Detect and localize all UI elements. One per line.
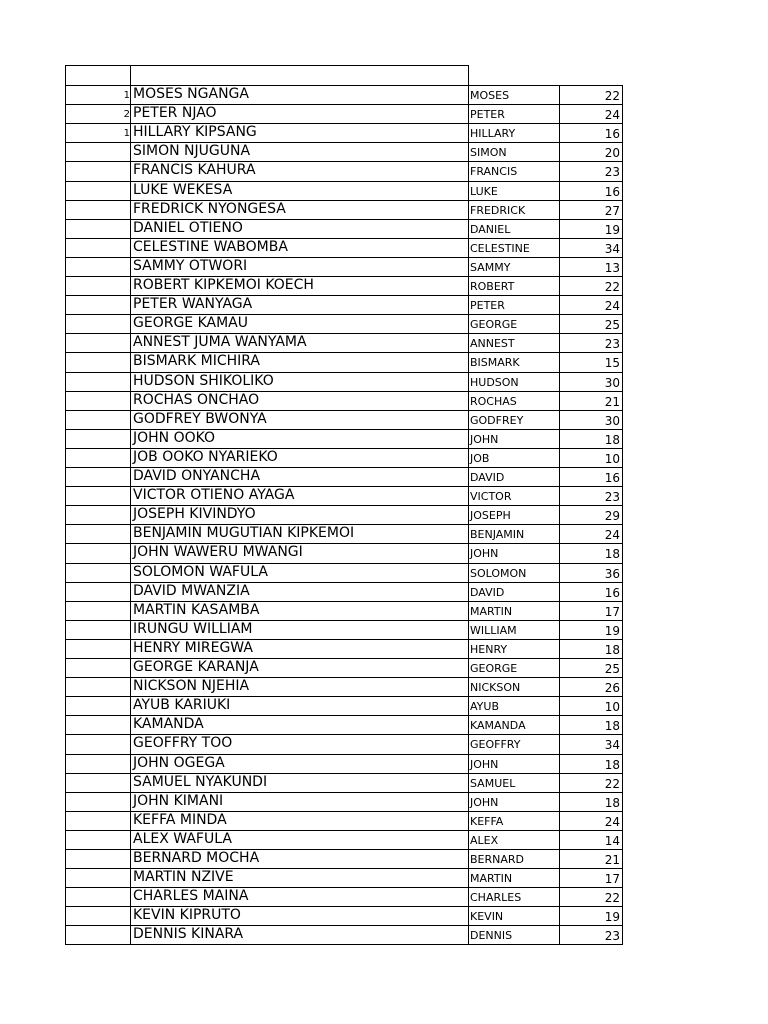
value-cell[interactable]: 23 <box>559 486 623 506</box>
first-name-cell[interactable]: JOB <box>468 448 560 468</box>
table-row <box>65 601 623 621</box>
first-name-cell[interactable]: KAMANDA <box>468 715 560 735</box>
row-number-cell[interactable] <box>65 219 131 239</box>
table-row <box>65 467 623 487</box>
row-number-cell[interactable] <box>65 352 131 372</box>
first-name-cell[interactable]: HILLARY <box>468 123 560 143</box>
row-number-cell[interactable]: 1 <box>65 85 131 105</box>
full-name-cell[interactable]: JOHN KIMANI <box>130 792 469 812</box>
first-name-cell[interactable]: FRANCIS <box>468 161 560 181</box>
row-number-cell[interactable] <box>65 773 131 793</box>
full-name-cell[interactable]: GEORGE KAMAU <box>130 314 469 334</box>
table-row <box>65 85 623 105</box>
row-number-cell[interactable] <box>65 734 131 754</box>
full-name-cell[interactable]: GEOFFRY TOO <box>130 734 469 754</box>
table-row <box>65 505 623 525</box>
row-number-cell[interactable] <box>65 887 131 907</box>
full-name-cell[interactable]: BERNARD MOCHA <box>130 849 469 869</box>
table-row <box>65 314 623 334</box>
value-cell[interactable]: 18 <box>559 543 623 563</box>
row-number-cell[interactable] <box>65 524 131 544</box>
first-name-cell[interactable]: SOLOMON <box>468 563 560 583</box>
first-name-cell[interactable]: SAMUEL <box>468 773 560 793</box>
full-name-cell[interactable]: LUKE WEKESA <box>130 181 469 201</box>
full-name-cell[interactable]: BENJAMIN MUGUTIAN KIPKEMOI <box>130 524 469 544</box>
table-row <box>65 200 623 220</box>
first-name-cell[interactable]: ANNEST <box>468 333 560 353</box>
full-name-cell[interactable]: NICKSON NJEHIA <box>130 677 469 697</box>
value-cell[interactable]: 23 <box>559 333 623 353</box>
full-name-cell[interactable]: SIMON NJUGUNA <box>130 142 469 162</box>
row-number-cell[interactable] <box>65 181 131 201</box>
table-row <box>65 333 623 353</box>
value-cell[interactable]: 23 <box>559 161 623 181</box>
value-cell[interactable]: 10 <box>559 448 623 468</box>
first-name-cell[interactable]: GODFREY <box>468 410 560 430</box>
value-cell[interactable]: 36 <box>559 563 623 583</box>
row-number-cell[interactable] <box>65 906 131 926</box>
full-name-cell[interactable]: DAVID MWANZIA <box>130 582 469 602</box>
table-row <box>65 677 623 697</box>
row-number-cell[interactable] <box>65 295 131 315</box>
value-cell[interactable]: 18 <box>559 429 623 449</box>
first-name-cell[interactable]: VICTOR <box>468 486 560 506</box>
row-number-cell[interactable] <box>65 658 131 678</box>
first-name-cell[interactable]: HENRY <box>468 639 560 659</box>
first-name-cell[interactable]: GEORGE <box>468 314 560 334</box>
row-number-cell[interactable] <box>65 677 131 697</box>
row-number-cell[interactable] <box>65 754 131 774</box>
first-name-cell[interactable]: JOHN <box>468 543 560 563</box>
full-name-cell[interactable]: JOB OOKO NYARIEKO <box>130 448 469 468</box>
row-number-cell[interactable] <box>65 142 131 162</box>
table-row <box>65 524 623 544</box>
full-name-cell[interactable]: GODFREY BWONYA <box>130 410 469 430</box>
row-number-cell[interactable] <box>65 467 131 487</box>
first-name-cell[interactable]: MARTIN <box>468 868 560 888</box>
table-row <box>65 123 623 143</box>
value-cell[interactable]: 21 <box>559 391 623 411</box>
full-name-cell[interactable]: MARTIN KASAMBA <box>130 601 469 621</box>
full-name-cell[interactable]: BISMARK MICHIRA <box>130 352 469 372</box>
first-name-cell[interactable]: JOHN <box>468 754 560 774</box>
table-row <box>65 391 623 411</box>
value-cell[interactable]: 34 <box>559 734 623 754</box>
value-cell[interactable]: 13 <box>559 257 623 277</box>
table-row <box>65 543 623 563</box>
row-number-cell[interactable] <box>65 639 131 659</box>
table-row <box>65 658 623 678</box>
first-name-cell[interactable]: BENJAMIN <box>468 524 560 544</box>
full-name-cell[interactable]: JOSEPH KIVINDYO <box>130 505 469 525</box>
first-name-cell[interactable]: DAVID <box>468 582 560 602</box>
row-number-cell[interactable] <box>65 563 131 583</box>
first-name-cell[interactable]: DANIEL <box>468 219 560 239</box>
table-row <box>65 906 623 926</box>
full-name-cell[interactable]: DANIEL OTIENO <box>130 219 469 239</box>
table-row <box>65 868 623 888</box>
full-name-cell[interactable]: SOLOMON WAFULA <box>130 563 469 583</box>
full-name-cell[interactable]: JOHN WAWERU MWANGI <box>130 543 469 563</box>
first-name-cell[interactable]: DENNIS <box>468 925 560 945</box>
value-cell[interactable]: 18 <box>559 715 623 735</box>
value-cell[interactable]: 16 <box>559 181 623 201</box>
value-cell[interactable]: 17 <box>559 601 623 621</box>
full-name-cell[interactable]: ROBERT KIPKEMOI KOECH <box>130 276 469 296</box>
row-number-cell[interactable] <box>65 200 131 220</box>
value-cell[interactable]: 29 <box>559 505 623 525</box>
full-name-cell[interactable]: MARTIN NZIVE <box>130 868 469 888</box>
first-name-cell[interactable]: JOHN <box>468 429 560 449</box>
first-name-cell[interactable]: CHARLES <box>468 887 560 907</box>
value-cell[interactable]: 25 <box>559 314 623 334</box>
value-cell[interactable]: 19 <box>559 620 623 640</box>
table-row <box>65 372 623 392</box>
full-name-cell[interactable]: JOHN OOKO <box>130 429 469 449</box>
first-name-cell[interactable]: HUDSON <box>468 372 560 392</box>
full-name-cell[interactable]: CELESTINE WABOMBA <box>130 238 469 258</box>
table-row <box>65 811 623 831</box>
row-number-cell[interactable] <box>65 486 131 506</box>
first-name-cell[interactable]: GEOFFRY <box>468 734 560 754</box>
full-name-cell[interactable]: CHARLES MAINA <box>130 887 469 907</box>
first-name-cell[interactable]: KEFFA <box>468 811 560 831</box>
value-cell[interactable]: 21 <box>559 849 623 869</box>
row-number-cell[interactable] <box>65 238 131 258</box>
table-row <box>65 142 623 162</box>
full-name-cell[interactable]: KAMANDA <box>130 715 469 735</box>
full-name-cell[interactable]: PETER NJAO <box>130 104 469 124</box>
row-number-cell[interactable]: 1 <box>65 123 131 143</box>
row-number-cell[interactable] <box>65 372 131 392</box>
table-row <box>65 352 623 372</box>
row-number-cell[interactable] <box>65 276 131 296</box>
full-name-cell[interactable]: SAMMY OTWORI <box>130 257 469 277</box>
value-cell[interactable]: 24 <box>559 811 623 831</box>
value-cell[interactable]: 24 <box>559 295 623 315</box>
full-name-cell[interactable]: DAVID ONYANCHA <box>130 467 469 487</box>
row-number-cell[interactable] <box>65 811 131 831</box>
first-name-cell[interactable]: ROBERT <box>468 276 560 296</box>
value-cell[interactable]: 23 <box>559 925 623 945</box>
full-name-cell[interactable]: FRANCIS KAHURA <box>130 161 469 181</box>
table-row <box>65 830 623 850</box>
table-row <box>65 219 623 239</box>
row-number-cell[interactable] <box>65 849 131 869</box>
full-name-cell[interactable]: HENRY MIREGWA <box>130 639 469 659</box>
table-row <box>65 696 623 716</box>
row-number-cell[interactable] <box>65 410 131 430</box>
first-name-cell[interactable]: FREDRICK <box>468 200 560 220</box>
value-cell[interactable]: 22 <box>559 276 623 296</box>
value-cell[interactable]: 24 <box>559 524 623 544</box>
table-row <box>65 639 623 659</box>
table-row <box>65 486 623 506</box>
first-name-cell[interactable]: KEVIN <box>468 906 560 926</box>
table-row <box>65 792 623 812</box>
row-number-cell[interactable] <box>65 601 131 621</box>
first-name-cell[interactable]: WILLIAM <box>468 620 560 640</box>
table-row <box>65 410 623 430</box>
table-row <box>65 734 623 754</box>
full-name-cell[interactable]: ALEX WAFULA <box>130 830 469 850</box>
header-cell-number[interactable] <box>65 65 131 85</box>
first-name-cell[interactable]: BISMARK <box>468 352 560 372</box>
first-name-cell[interactable]: JOSEPH <box>468 505 560 525</box>
value-cell[interactable]: 18 <box>559 639 623 659</box>
value-cell[interactable]: 14 <box>559 830 623 850</box>
value-cell[interactable]: 19 <box>559 906 623 926</box>
value-cell[interactable]: 20 <box>559 142 623 162</box>
value-cell[interactable]: 24 <box>559 104 623 124</box>
value-cell[interactable]: 16 <box>559 582 623 602</box>
row-number-cell[interactable]: 2 <box>65 104 131 124</box>
first-name-cell[interactable]: CELESTINE <box>468 238 560 258</box>
table-row <box>65 238 623 258</box>
first-name-cell[interactable]: AYUB <box>468 696 560 716</box>
row-number-cell[interactable] <box>65 314 131 334</box>
first-name-cell[interactable]: LUKE <box>468 181 560 201</box>
row-number-cell[interactable] <box>65 868 131 888</box>
full-name-cell[interactable]: KEFFA MINDA <box>130 811 469 831</box>
row-number-cell[interactable] <box>65 257 131 277</box>
value-cell[interactable]: 17 <box>559 868 623 888</box>
first-name-cell[interactable]: SIMON <box>468 142 560 162</box>
value-cell[interactable]: 22 <box>559 85 623 105</box>
full-name-cell[interactable]: ANNEST JUMA WANYAMA <box>130 333 469 353</box>
value-cell[interactable]: 19 <box>559 219 623 239</box>
table-row <box>65 754 623 774</box>
full-name-cell[interactable]: FREDRICK NYONGESA <box>130 200 469 220</box>
value-cell[interactable]: 34 <box>559 238 623 258</box>
first-name-cell[interactable]: ALEX <box>468 830 560 850</box>
value-cell[interactable]: 27 <box>559 200 623 220</box>
row-number-cell[interactable] <box>65 429 131 449</box>
row-number-cell[interactable] <box>65 333 131 353</box>
full-name-cell[interactable]: SAMUEL NYAKUNDI <box>130 773 469 793</box>
first-name-cell[interactable]: PETER <box>468 295 560 315</box>
table-row <box>65 715 623 735</box>
table-row <box>65 429 623 449</box>
full-name-cell[interactable]: DENNIS KINARA <box>130 925 469 945</box>
table-row <box>65 104 623 124</box>
row-number-cell[interactable] <box>65 925 131 945</box>
value-cell[interactable]: 16 <box>559 467 623 487</box>
value-cell[interactable]: 30 <box>559 372 623 392</box>
first-name-cell[interactable]: SAMMY <box>468 257 560 277</box>
table-row <box>65 925 623 945</box>
first-name-cell[interactable]: JOHN <box>468 792 560 812</box>
value-cell[interactable]: 10 <box>559 696 623 716</box>
table-row <box>65 620 623 640</box>
first-name-cell[interactable]: MARTIN <box>468 601 560 621</box>
first-name-cell[interactable]: DAVID <box>468 467 560 487</box>
full-name-cell[interactable]: HUDSON SHIKOLIKO <box>130 372 469 392</box>
table-row <box>65 887 623 907</box>
table-row <box>65 257 623 277</box>
full-name-cell[interactable]: JOHN OGEGA <box>130 754 469 774</box>
row-number-cell[interactable] <box>65 448 131 468</box>
value-cell[interactable]: 18 <box>559 792 623 812</box>
value-cell[interactable]: 15 <box>559 352 623 372</box>
full-name-cell[interactable]: MOSES NGANGA <box>130 85 469 105</box>
row-number-cell[interactable] <box>65 696 131 716</box>
table-row <box>65 849 623 869</box>
table-row <box>65 563 623 583</box>
row-number-cell[interactable] <box>65 505 131 525</box>
first-name-cell[interactable]: ROCHAS <box>468 391 560 411</box>
first-name-cell[interactable]: MOSES <box>468 85 560 105</box>
first-name-cell[interactable]: PETER <box>468 104 560 124</box>
row-number-cell[interactable] <box>65 620 131 640</box>
row-number-cell[interactable] <box>65 161 131 181</box>
row-number-cell[interactable] <box>65 715 131 735</box>
value-cell[interactable]: 25 <box>559 658 623 678</box>
full-name-cell[interactable]: AYUB KARIUKI <box>130 696 469 716</box>
row-number-cell[interactable] <box>65 543 131 563</box>
row-number-cell[interactable] <box>65 792 131 812</box>
table-row <box>65 448 623 468</box>
header-cell-name[interactable] <box>130 65 469 85</box>
table-row <box>65 181 623 201</box>
value-cell[interactable]: 22 <box>559 773 623 793</box>
value-cell[interactable]: 26 <box>559 677 623 697</box>
table-row <box>65 276 623 296</box>
full-name-cell[interactable]: GEORGE KARANJA <box>130 658 469 678</box>
first-name-cell[interactable]: GEORGE <box>468 658 560 678</box>
value-cell[interactable]: 16 <box>559 123 623 143</box>
full-name-cell[interactable]: VICTOR OTIENO AYAGA <box>130 486 469 506</box>
table-row <box>65 295 623 315</box>
value-cell[interactable]: 30 <box>559 410 623 430</box>
full-name-cell[interactable]: KEVIN KIPRUTO <box>130 906 469 926</box>
first-name-cell[interactable]: NICKSON <box>468 677 560 697</box>
full-name-cell[interactable]: ROCHAS ONCHAO <box>130 391 469 411</box>
row-number-cell[interactable] <box>65 830 131 850</box>
table-row <box>65 582 623 602</box>
value-cell[interactable]: 22 <box>559 887 623 907</box>
row-number-cell[interactable] <box>65 391 131 411</box>
full-name-cell[interactable]: PETER WANYAGA <box>130 295 469 315</box>
full-name-cell[interactable]: IRUNGU WILLIAM <box>130 620 469 640</box>
full-name-cell[interactable]: HILLARY KIPSANG <box>130 123 469 143</box>
first-name-cell[interactable]: BERNARD <box>468 849 560 869</box>
table-row <box>65 161 623 181</box>
value-cell[interactable]: 18 <box>559 754 623 774</box>
table-row <box>65 773 623 793</box>
row-number-cell[interactable] <box>65 582 131 602</box>
